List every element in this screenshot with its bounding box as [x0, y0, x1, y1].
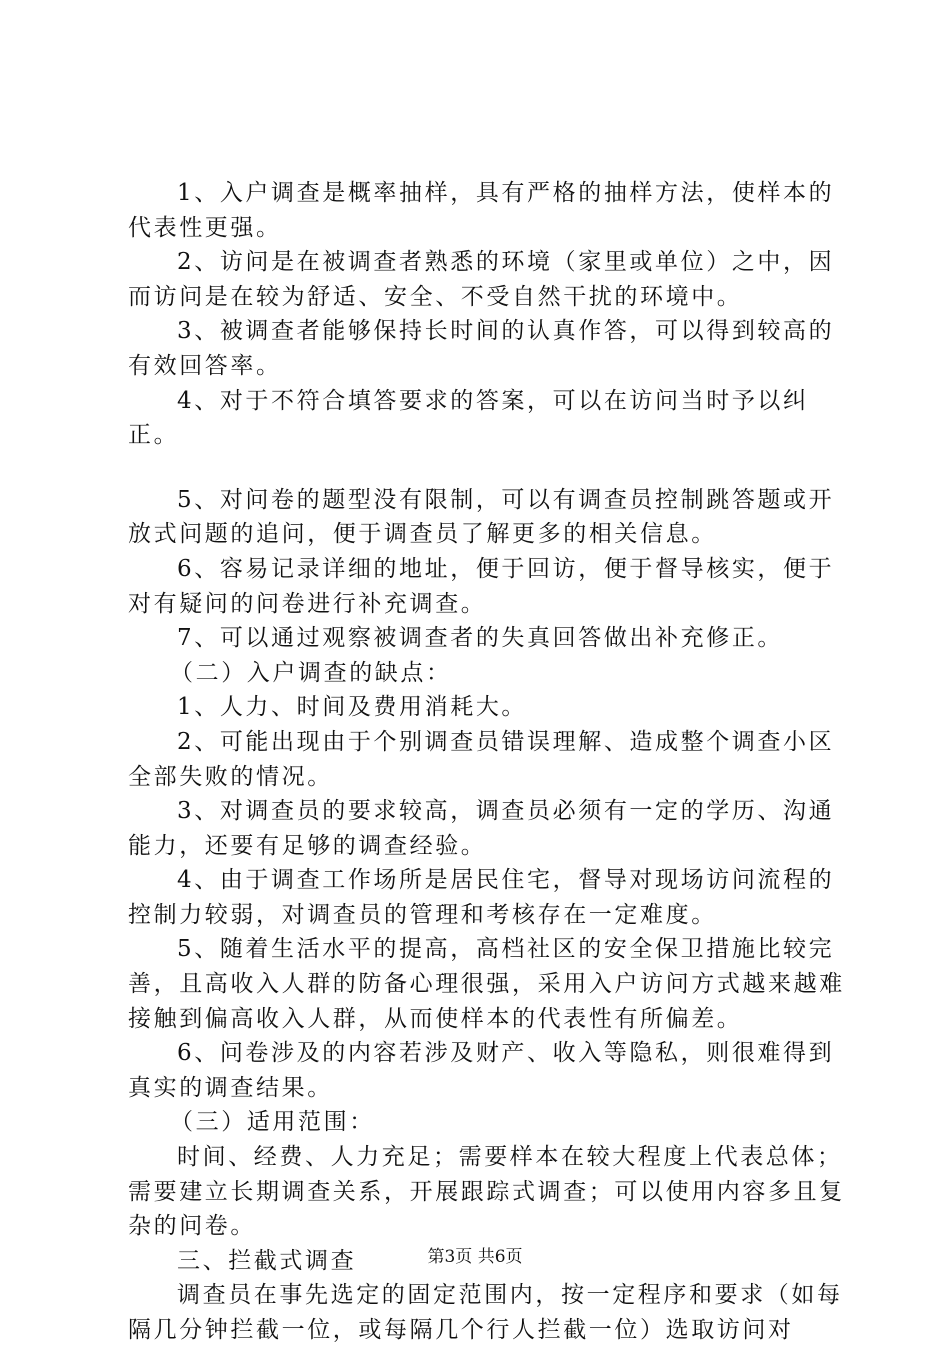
paragraph-gap: [128, 453, 848, 483]
paragraph: 5、随着生活水平的提高，高档社区的安全保卫措施比较完善，且高收入人群的防备心理很强，采用入户访问方式越来越难接触到偏高收入人群，从而使样本的代表性有所偏差。: [128, 936, 845, 1032]
paragraph: 2、可能出现由于个别调查员错误理解、造成整个调查小区全部失败的情况。: [128, 728, 835, 790]
paragraph: 2、访问是在被调查者熟悉的环境（家里或单位）之中，因而访问是在较为舒适、安全、不受自然干扰的环境中。: [128, 249, 835, 310]
paragraph: 6、容易记录详细的地址，便于回访，便于督导核实，便于对有疑问的问卷进行补充调查。: [128, 555, 835, 617]
paragraph: 1、入户调查是概率抽样，具有严格的抽样方法，使样本的代表性更强。: [128, 180, 835, 241]
paragraph: 1、人力、时间及费用消耗大。: [177, 694, 528, 721]
paragraph: 7、可以通过观察被调查者的失真回答做出补充修正。: [177, 625, 784, 652]
paragraph: 4、对于不符合填答要求的答案，可以在访问当时予以纠正。: [128, 387, 809, 449]
paragraph: 3、对调查员的要求较高，调查员必须有一定的学历、沟通能力，还要有足够的调查经验。: [128, 798, 835, 859]
paragraph: 5、对问卷的题型没有限制，可以有调查员控制跳答题或开放式问题的追问，便于调查员了解更多的相关信息。: [128, 486, 835, 548]
page-number-footer: 第3页 共6页: [427, 1247, 523, 1267]
paragraph: 调查员在事先选定的固定范围内，按一定程序和要求（如每隔几分钟拦截一位，或每隔几个行人拦截一位）选取访问对: [128, 1282, 843, 1343]
document-body: [128, 176, 848, 1348]
section-heading: 三、拦截式调查: [177, 1247, 357, 1274]
paragraph: 4、由于调查工作场所是居民住宅，督导对现场访问流程的控制力较弱，对调查员的管理和考核存在一定难度。: [128, 867, 835, 928]
section-heading: （二）入户调查的缺点：: [170, 659, 452, 686]
paragraph: 3、被调查者能够保持长时间的认真作答，可以得到较高的有效回答率。: [128, 318, 835, 379]
paragraph: 时间、经费、人力充足；需要样本在较大程度上代表总体；需要建立长期调查关系，开展跟踪式调查；可以使用内容多且复杂的问卷。: [128, 1144, 845, 1240]
paragraph: 6、问卷涉及的内容若涉及财产、收入等隐私，则很难得到真实的调查结果。: [128, 1040, 835, 1101]
section-heading: （三）适用范围：: [170, 1109, 375, 1136]
